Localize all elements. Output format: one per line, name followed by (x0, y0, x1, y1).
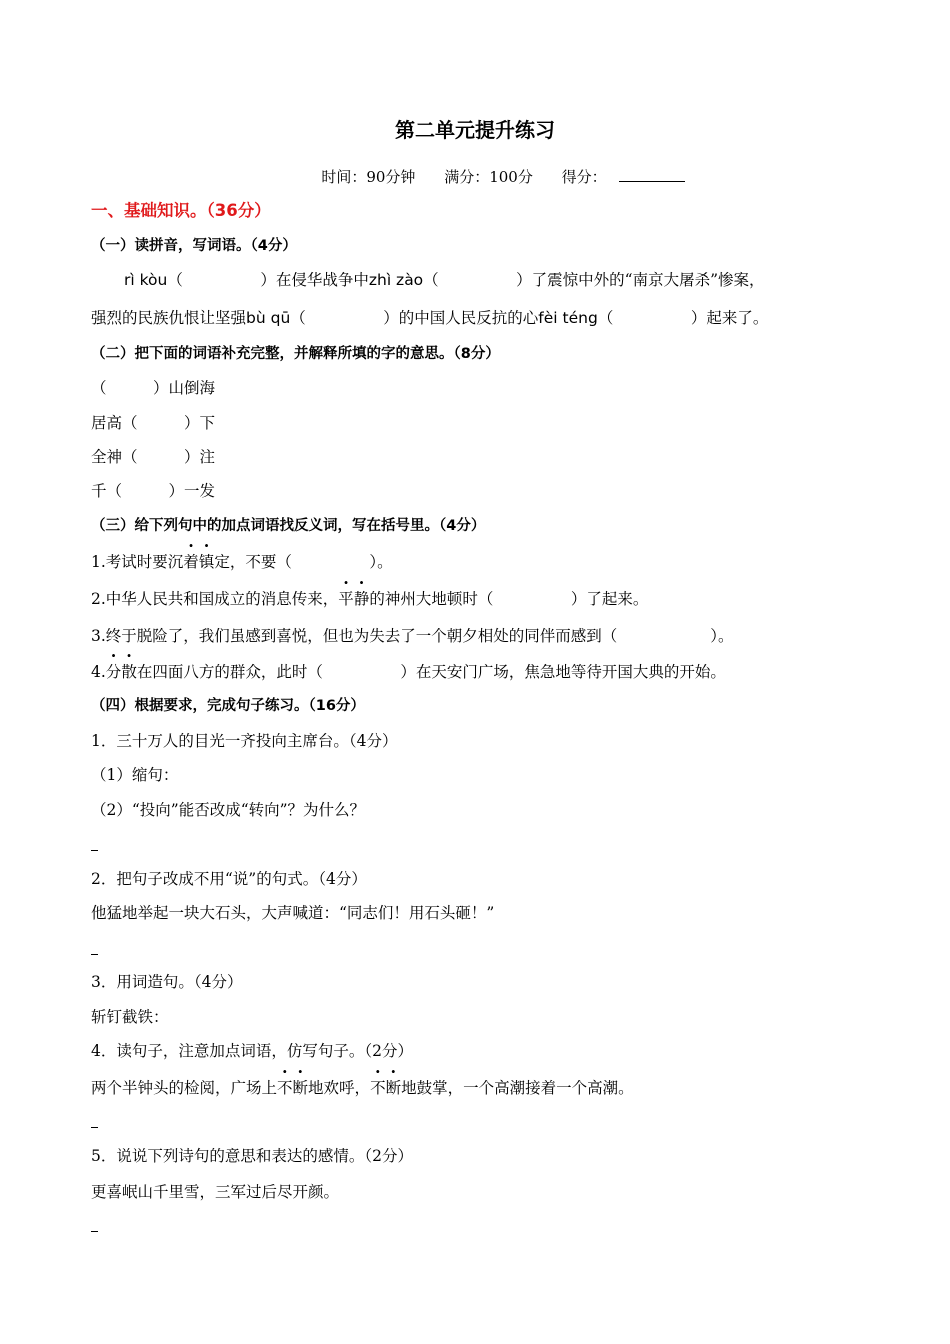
q4s-text-e: 地鼓掌，一个高潮接着一个高潮。 (401, 1079, 634, 1097)
pinyin-rikou: rì kòu (124, 271, 168, 289)
answer-line[interactable] (91, 1231, 98, 1232)
dotted-char: 平 (338, 590, 354, 608)
antonym-question-4 (91, 662, 726, 682)
dotted-word (370, 1079, 401, 1097)
pinyin-line-1-text-a: （ ）在侵华战争中 (167, 271, 369, 289)
idiom-item-4: 千（ ）一发 (91, 482, 216, 500)
time-limit: 时间：90分钟 (321, 168, 416, 186)
dotted-char: 静 (353, 590, 370, 608)
sentence-q5: 5．说说下列诗句的意思和表达的感情。（2分） (91, 1147, 413, 1165)
part-1-heading: （一）读拼音，写词语。（4分） (91, 238, 297, 254)
worksheet-title: 第二单元提升练习 (395, 118, 555, 142)
pinyin-line-2-text-b: （ ）的中国人民反抗的心 (290, 309, 539, 327)
dotted-char: 着 (183, 553, 199, 571)
dotted-char: 不 (370, 1079, 386, 1097)
idiom-item-3: 全神（ ）注 (91, 448, 216, 466)
pinyin-line-1-text-b: （ ）了震惊中外的“南京大屠杀”惨案， (423, 271, 765, 289)
dotted-word (277, 1079, 308, 1097)
q4s-text-a: 两个半钟头的检阅，广场上 (91, 1079, 278, 1097)
pinyin-line-1 (124, 270, 765, 290)
antonym-question-2 (91, 589, 648, 609)
q4-text-a: 4. (91, 663, 106, 681)
sentence-q1-sub1: （1）缩句： (91, 766, 179, 784)
dotted-char: 不 (277, 1079, 293, 1097)
pinyin-line-2 (91, 308, 768, 328)
score-field (562, 168, 697, 186)
q1-text-a: 1.考试时要沉 (91, 553, 184, 571)
full-score: 满分：100分 (444, 168, 533, 186)
q2-text-d: 的神州大地顿时（ ）了起来。 (369, 590, 649, 608)
answer-line[interactable] (91, 850, 98, 851)
pinyin-line-2-text-a: 强烈的民族仇恨让坚强 (91, 309, 247, 327)
dotted-char: 分 (105, 663, 122, 681)
pinyin-line-2-text-c: （ ）起来了。 (597, 309, 769, 327)
antonym-question-3: 3.终于脱险了，我们虽感到喜悦，但也为失去了一个朝夕相处的同伴而感到（ ）。 (91, 627, 734, 645)
sentence-q5-text: 更喜岷山千里雪，三军过后尽开颜。 (91, 1183, 340, 1201)
score-label: 得分： (561, 168, 607, 186)
part-3-heading: （三）给下列句中的加点词语找反义词，写在括号里。（4分） (91, 518, 486, 534)
exam-info (0, 166, 950, 187)
sentence-q3-text: 斩钉截铁： (91, 1008, 169, 1026)
sentence-q4-text (91, 1078, 634, 1098)
pinyin-zhizao: zhì zào (368, 271, 424, 289)
pinyin-buqu: bù qū (246, 309, 291, 327)
q4s-text-c: 地欢呼， (308, 1079, 371, 1097)
sentence-q2-text: 他猛地举起一块大石头，大声喊道：“同志们！用石头砸！” (91, 904, 495, 922)
score-blank[interactable] (619, 167, 685, 182)
sentence-q3: 3．用词造句。（4分） (91, 973, 243, 991)
idiom-item-2: 居高（ ）下 (91, 414, 216, 432)
part-2-heading: （二）把下面的词语补充完整，并解释所填的字的意思。（8分） (91, 346, 500, 362)
q2-text-a: 2.中华人民共和国成立的消息传来， (91, 590, 339, 608)
q1-text-d: 定，不要（ ）。 (214, 553, 393, 571)
idiom-item-1: （ ）山倒海 (91, 379, 216, 397)
section-1-heading: 一、基础知识。（36分） (91, 201, 271, 220)
dotted-char: 镇 (198, 553, 215, 571)
dotted-char: 断 (385, 1079, 402, 1097)
sentence-q1-sub2: （2）“投向”能否改成“转向”？为什么？ (91, 801, 366, 819)
dotted-char: 断 (292, 1079, 309, 1097)
pinyin-feiteng: fèi téng (538, 309, 598, 327)
part-4-heading: （四）根据要求，完成句子练习。（16分） (91, 698, 365, 714)
answer-line[interactable] (91, 1127, 98, 1128)
sentence-q4: 4．读句子，注意加点词语，仿写句子。（2分） (91, 1042, 413, 1060)
answer-line[interactable] (91, 954, 98, 955)
q4-text-d: 在四面八方的群众，此时（ ）在天安门广场，焦急地等待开国大典的开始。 (136, 663, 726, 681)
antonym-question-1 (91, 552, 393, 572)
sentence-q2: 2．把句子改成不用“说”的句式。（4分） (91, 870, 367, 888)
sentence-q1: 1．三十万人的目光一齐投向主席台。（4分） (91, 732, 398, 750)
dotted-char: 散 (121, 663, 137, 681)
